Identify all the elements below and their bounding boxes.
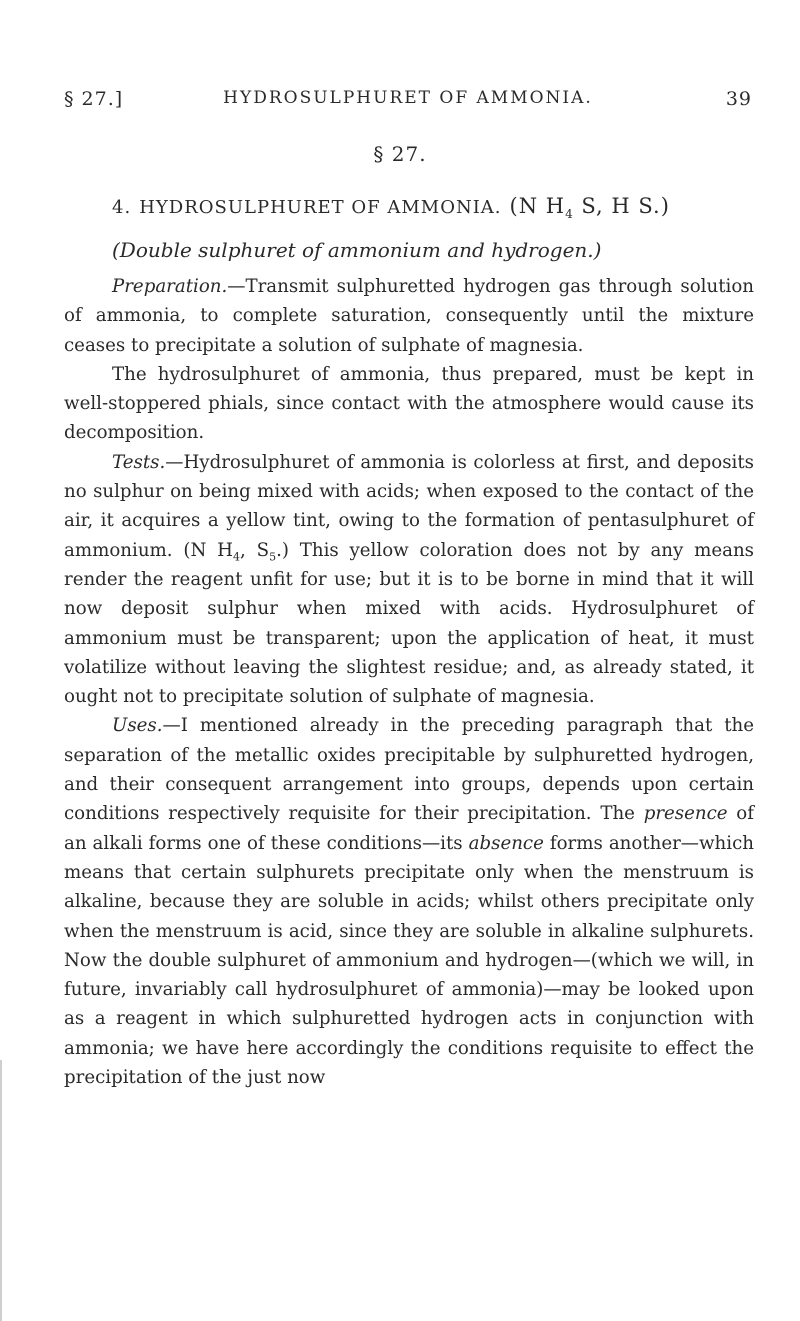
section-subtitle: (Double sulphuret of ammonium and hydrogen.) bbox=[112, 238, 602, 262]
label-uses: Uses. bbox=[112, 715, 163, 737]
paragraph-uses: Uses.—I mentioned already in the preceding paragraph that the separation of the metallic oxides precipitable by sulphuretted hydrogen, and their consequent arrangement into groups, depends upon certain conditions respectively requisite for their precipitation. The presence of an alkali forms one of these conditions—its absence forms another—which means that certain sulphurets precipitate only when the menstruum is alkaline, because they are soluble in acids; whilst others precipitate only when the menstruum is acid, since they are soluble in alkaline sulphurets. Now the double sulphuret of ammonium and hydrogen—(which we will, in future, invariably call hydrosulphuret of ammonia)—may be looked upon as a reagent in which sulphuretted hydrogen acts in conjunction with ammonia; we have here accordingly the conditions requisite to effect the precipitation of the just now bbox=[64, 715, 754, 1089]
page-number: 39 bbox=[725, 88, 752, 110]
heading-formula: (N $H_4$ S, H S.) bbox=[509, 194, 670, 222]
label-preparation: Preparation. bbox=[112, 276, 228, 297]
emphasis-absence: absence bbox=[468, 832, 544, 854]
section-number: § 27. bbox=[373, 142, 427, 166]
paragraph-preparation: Preparation.—Transmit sulphuretted hydrogen gas through solution of ammonia, to complete saturation, consequently until the mixture ceases to precipitate a solution of sulphate of magnesia. bbox=[64, 276, 754, 356]
paragraph-keeping: The hydrosulphuret of ammonia, thus prepared, must be kept in well-stoppered phials, since contact with the atmosphere would cause its decomposition. bbox=[64, 363, 754, 444]
running-head-title: HYDROSULPHURET OF AMMONIA. bbox=[223, 88, 593, 108]
page-edge-shadow bbox=[0, 1060, 2, 1321]
body-text bbox=[64, 272, 754, 1092]
heading-number: 4. bbox=[112, 197, 132, 218]
section-heading bbox=[112, 194, 670, 221]
running-head-section: § 27.] bbox=[64, 88, 124, 110]
label-tests: Tests. bbox=[112, 451, 166, 473]
paragraph-tests: Tests.—Hydrosulphuret of ammonia is colorless at first, and deposits no sulphur on being mixed with acids; when exposed to the contact of the air, it acquires a yellow tint, owing to the formation of pentasulphuret of ammonium. (N $H_4$, $S_5$.) This yellow coloration does not by any means render the reagent unfit for use; but it is to be borne in mind that it will now deposit sulphur when mixed with acids. Hydrosulphuret of ammonium must be transparent; upon the application of heat, it must volatilize without leaving the slightest residue; and, as already stated, it ought not to precipitate solution of sulphate of magnesia. bbox=[64, 451, 754, 708]
heading-title: HYDROSULPHURET OF AMMONIA. bbox=[139, 197, 502, 218]
running-head bbox=[64, 88, 752, 118]
emphasis-presence: presence bbox=[643, 803, 728, 825]
